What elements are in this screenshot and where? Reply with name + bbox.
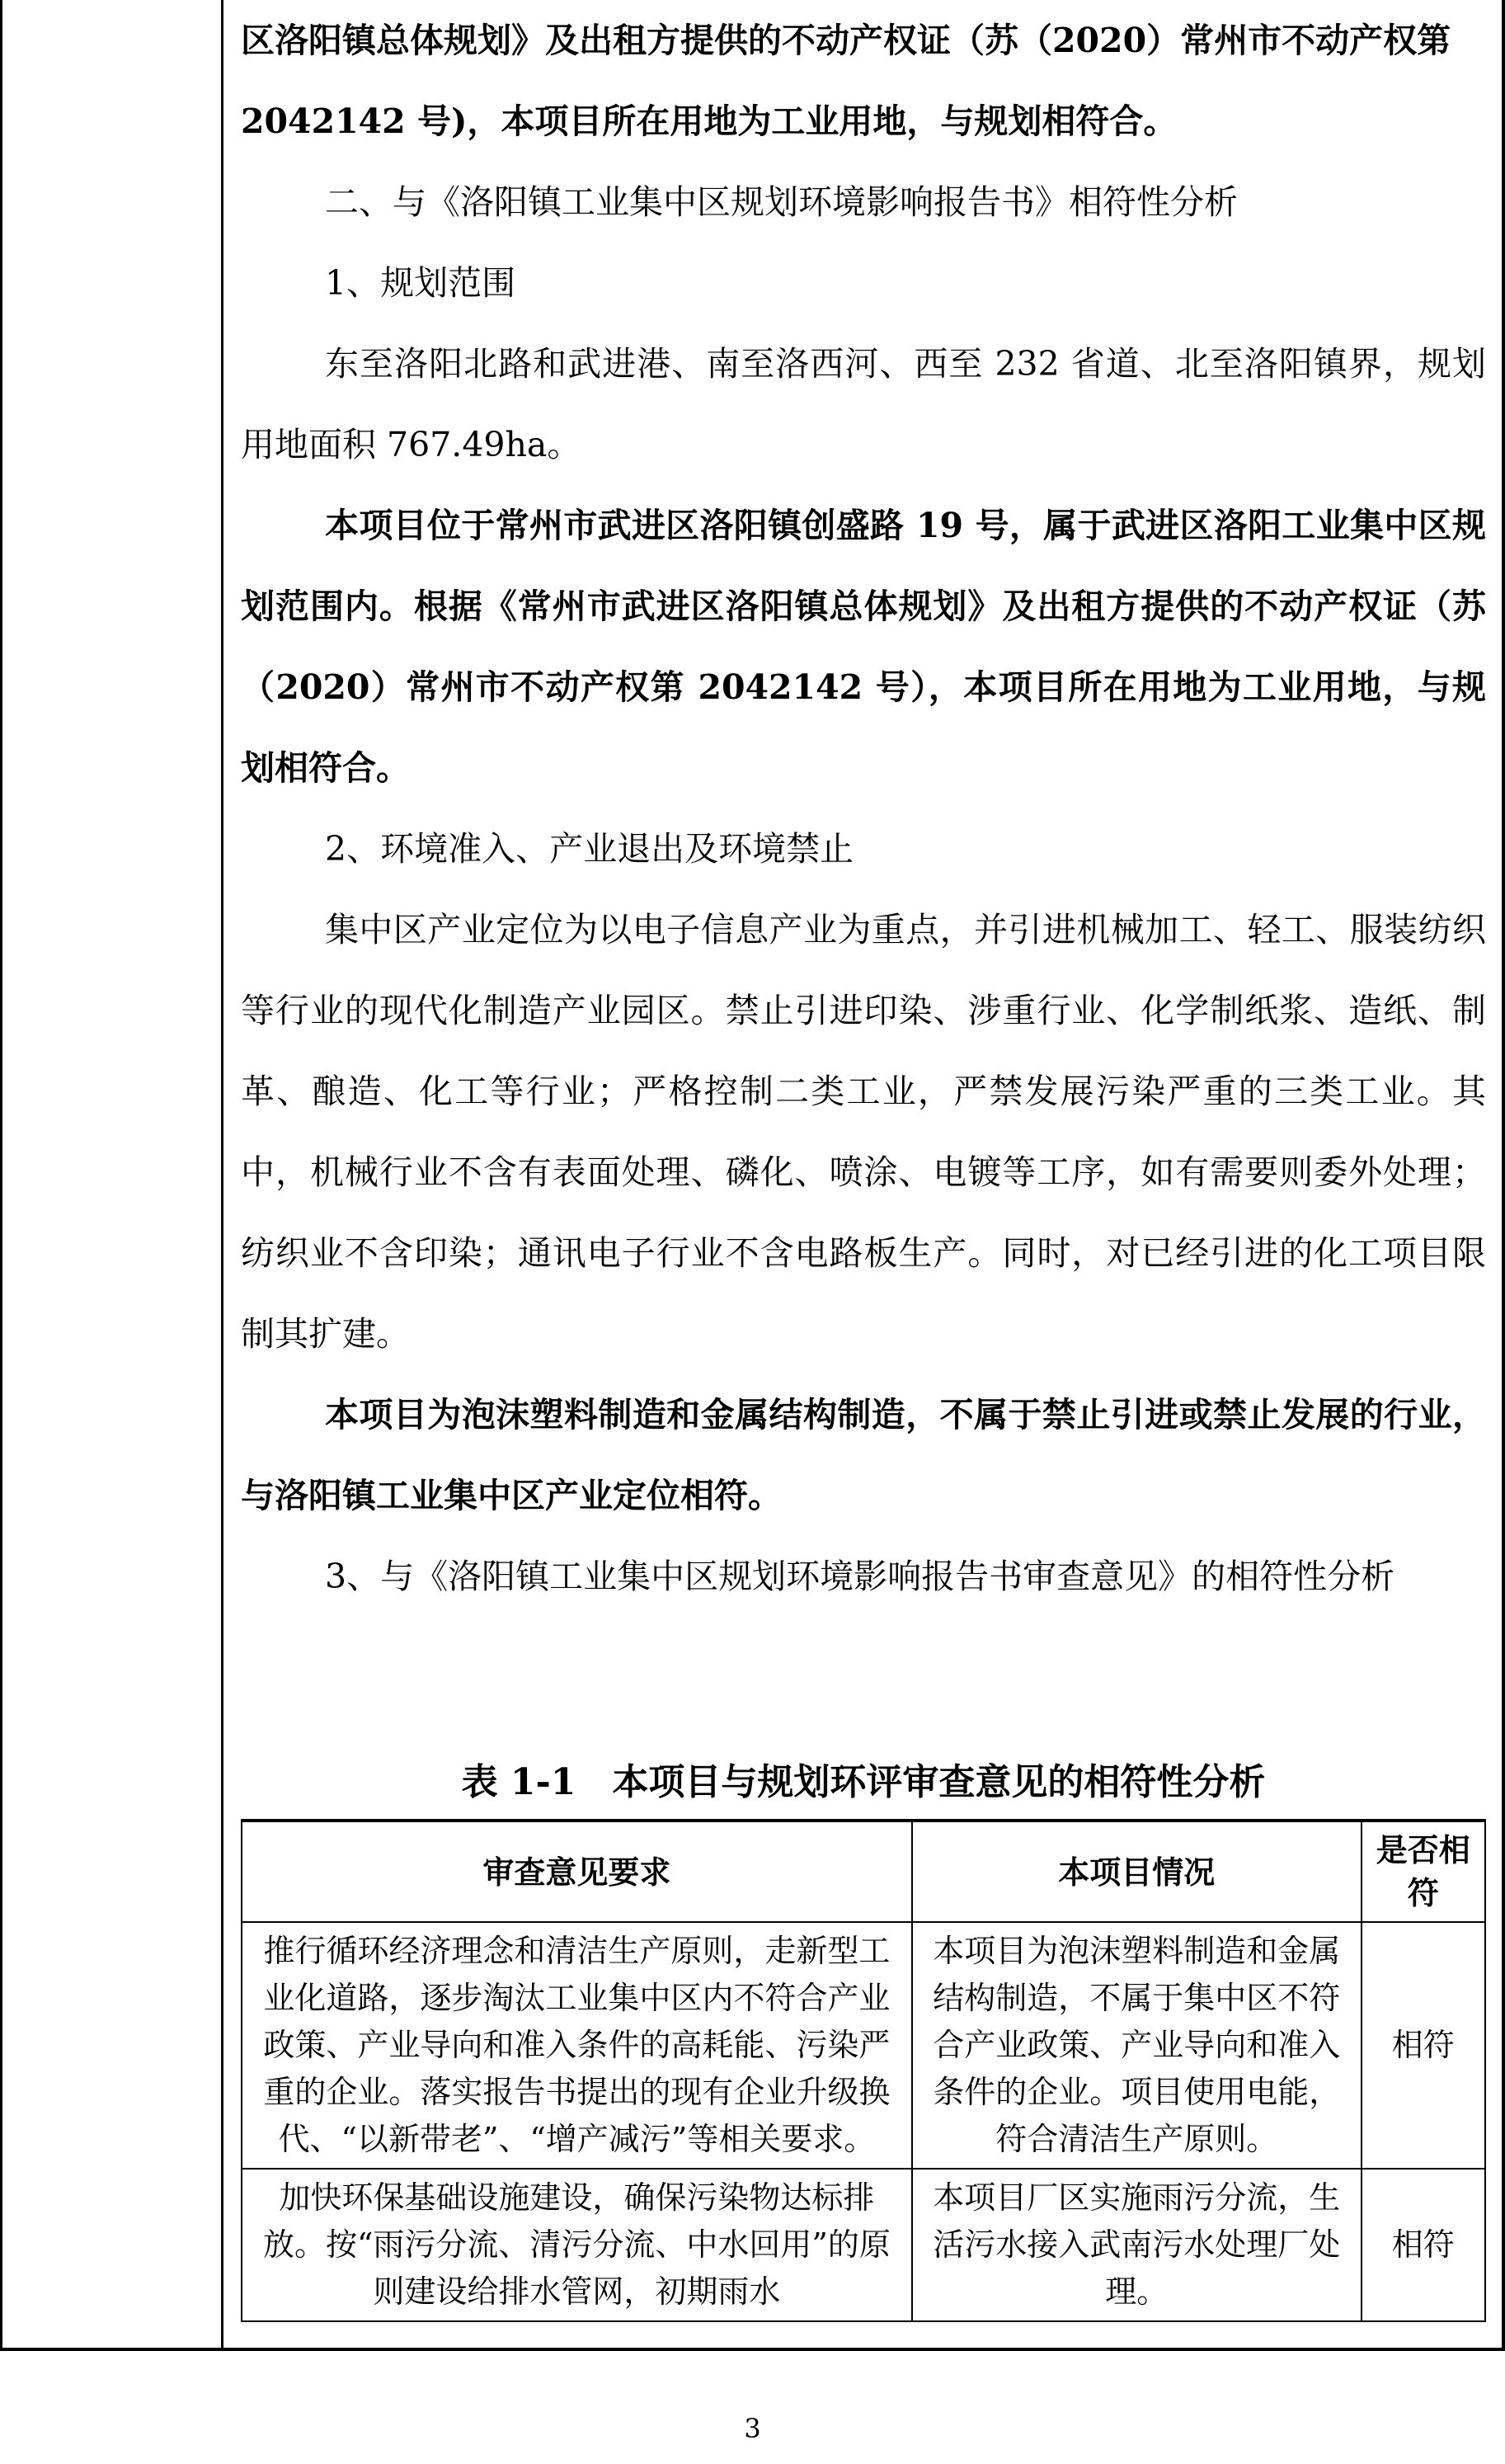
subsection-heading: 3、与《洛阳镇工业集中区规划环境影响报告书审查意见》的相符性分析 [325,1557,1395,1596]
cell-project: 本项目厂区实施雨污分流，生活污水接入武南污水处理厂处理。 [912,2169,1362,2321]
subsection-heading: 2、环境准入、产业退出及环境禁止 [325,829,854,869]
table-header-row [242,1821,1485,1922]
frame-right-border [1502,0,1505,2351]
cell-project: 本项目为泡沫塑料制造和金属结构制造，不属于集中区不符合产业政策、产业导向和准入条件的企业。项目使用电能，符合清洁生产原则。 [912,1922,1362,2169]
page-number: 3 [744,2413,761,2444]
cell-requirement: 推行循环经济理念和清洁生产原则，走新型工业化道路，逐步淘汰工业集中区内不符合产业政策、产业导向和准入条件的高耗能、污染严重的企业。落实报告书提出的现有企业升级换代、“以新带老”、“增产减污”等相关要求。 [242,1922,912,2169]
cell-conform: 相符 [1362,2169,1485,2321]
paragraph: 集中区产业定位为以电子信息产业为重点，并引进机械加工、轻工、服装纺织等行业的现代化制造产业园区。禁止引进印染、涉重行业、化学制纸浆、造纸、制革、酿造、化工等行业；严格控制二类工业，严禁发展污染严重的三类工业。其中，机械行业不含有表面处理、磷化、喷涂、电镀等工序，如有需要则委外处理；纺织业不含印染；通讯电子行业不含电路板生产。同时，对已经引进的化工项目限制其扩建。 [241,910,1486,1354]
table-title: 表 1-1 本项目与规划环评审查意见的相符性分析 [461,1761,1266,1803]
subsection-heading: 1、规划范围 [325,263,516,303]
paragraph: 本项目位于常州市武进区洛阳镇创盛路 19 号，属于武进区洛阳工业集中区规划范围内。根据《常州市武进区洛阳镇总体规划》及出租方提供的不动产权证（苏（2020）常州市不动产权第 2042142 号），本项目所在用地为工业用地，与规划相符合。 [241,506,1486,788]
column-header-project: 本项目情况 [912,1821,1362,1922]
conformity-table [241,1819,1486,2322]
paragraph: 本项目为泡沫塑料制造和金属结构制造，不属于禁止引进或禁止发展的行业，与洛阳镇工业集中区产业定位相符。 [241,1395,1486,1515]
column-header-requirement: 审查意见要求 [242,1821,912,1922]
table-row [242,2169,1485,2321]
frame-left-border [0,0,2,2351]
section-heading: 二、与《洛阳镇工业集中区规划环境影响报告书》相符性分析 [325,182,1238,222]
frame-bottom-border [0,2348,1505,2351]
frame-column-divider [221,0,223,2351]
cell-requirement: 加快环保基础设施建设，确保污染物达标排放。按“雨污分流、清污分流、中水回用”的原则建设给排水管网，初期雨水 [242,2169,912,2321]
table-row [242,1922,1485,2169]
paragraph: 东至洛阳北路和武进港、南至洛西河、西至 232 省道、北至洛阳镇界，规划用地面积 767.49ha。 [241,344,1486,464]
cell-conform: 相符 [1362,1922,1485,2169]
paragraph: 区洛阳镇总体规划》及出租方提供的不动产权证（苏（2020）常州市不动产权第 2042142 号)，本项目所在用地为工业用地，与规划相符合。 [241,21,1451,141]
body-text [241,0,1486,1617]
column-header-conform: 是否相符 [1362,1821,1485,1922]
